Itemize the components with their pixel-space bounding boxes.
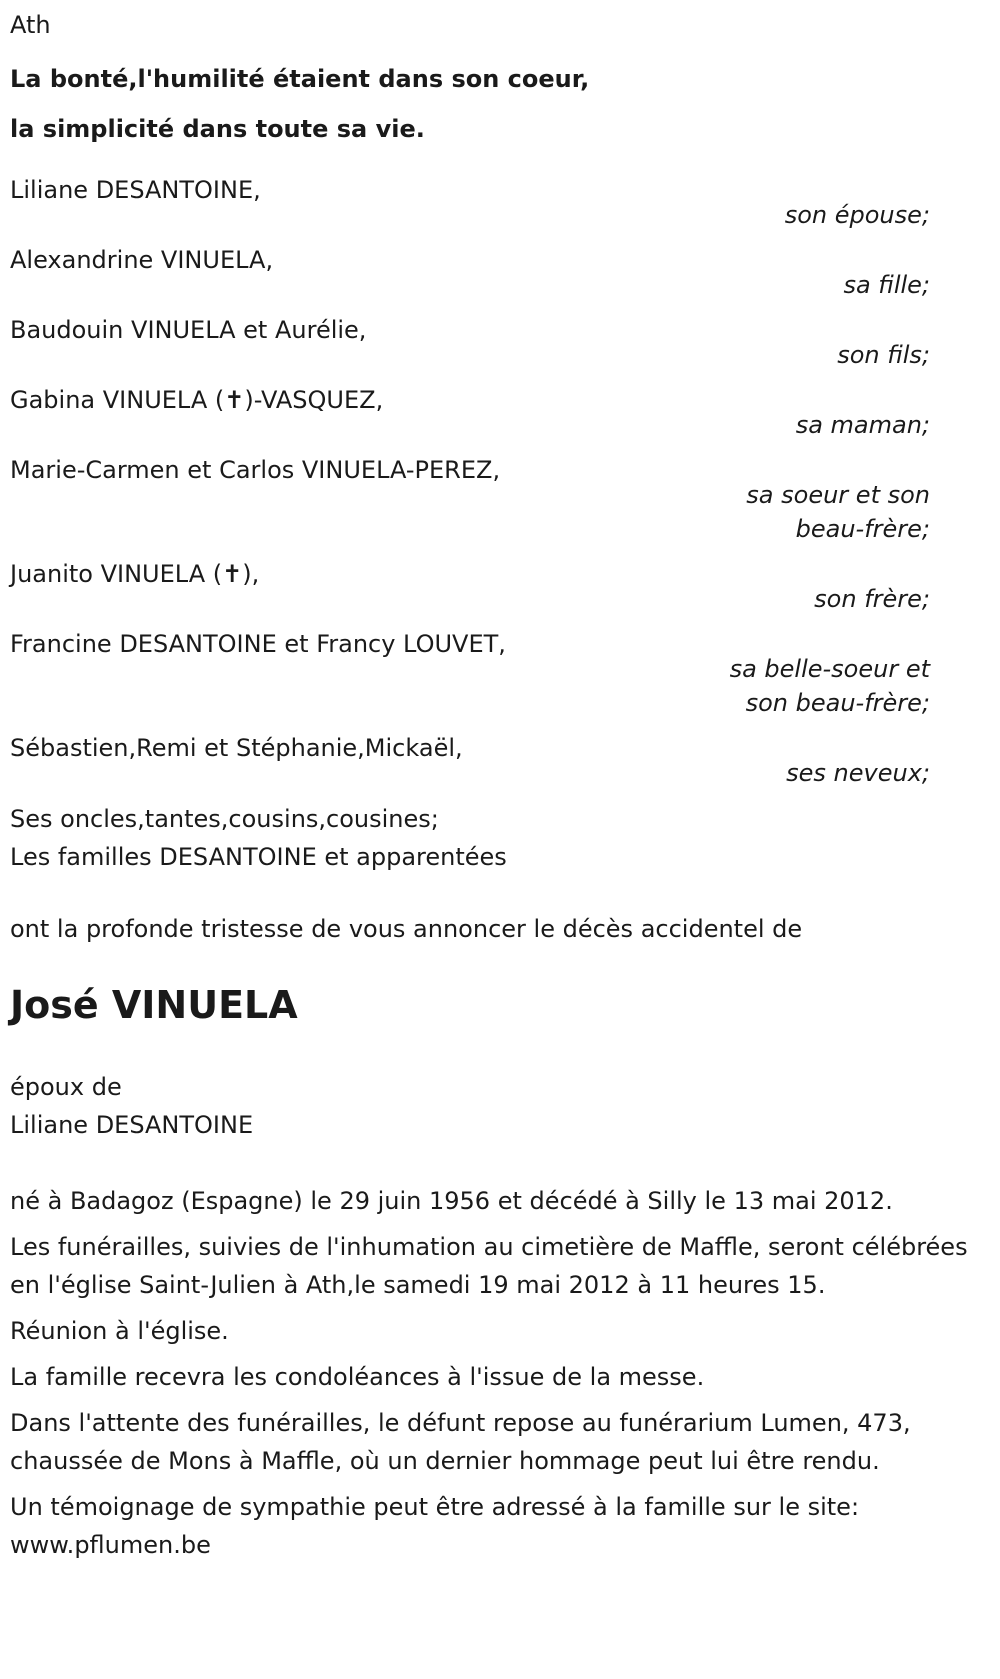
- rest-info: Dans l'attente des funérailles, le défunt repose au funérarium Lumen, 473, chaussée de Mons à Maffle, où un dernier hommage peut lui être rendu.: [10, 1409, 911, 1475]
- mourner-name: Marie-Carmen et Carlos VINUELA-PEREZ,: [10, 456, 501, 484]
- extended-family: [10, 800, 1000, 876]
- website-link[interactable]: www.pflumen.be: [10, 1531, 211, 1559]
- extended-family-line-2: Les familles DESANTOINE et apparentées: [10, 843, 507, 871]
- mourner-relation: ses neveux;: [786, 759, 930, 787]
- mourner-relation: son épouse;: [784, 201, 930, 229]
- mourner-relation: son frère;: [814, 585, 930, 613]
- mourner-relation: sa maman;: [795, 411, 930, 439]
- announcement: ont la profonde tristesse de vous annoncer le décès accidentel de: [10, 915, 803, 943]
- meeting-info: Réunion à l'église.: [10, 1317, 229, 1345]
- mourner-relation: son beau-frère;: [745, 689, 930, 717]
- spouse-name: Liliane DESANTOINE: [10, 1111, 254, 1139]
- mourner-row: [10, 242, 930, 304]
- mourner-name: Sébastien,Remi et Stéphanie,Mickaël,: [10, 734, 463, 762]
- birth-death-info: né à Badagoz (Espagne) le 29 juin 1956 et décédé à Silly le 13 mai 2012.: [10, 1187, 893, 1215]
- mourner-name: Liliane DESANTOINE,: [10, 176, 261, 204]
- funeral-details: [10, 1182, 990, 1564]
- mourner-row: [10, 452, 930, 548]
- mourner-relation: son fils;: [837, 341, 930, 369]
- mourner-row: [10, 312, 930, 374]
- condolences-info: La famille recevra les condoléances à l'issue de la messe.: [10, 1363, 705, 1391]
- mourner-name: Juanito VINUELA (✝),: [10, 560, 260, 588]
- funeral-info: Les funérailles, suivies de l'inhumation au cimetière de Maffle, seront célébrées en l'église Saint-Julien à Ath,le samedi 19 mai 2012 à 11 heures 15.: [10, 1233, 968, 1299]
- spouse-label: époux de: [10, 1073, 122, 1101]
- town-name: Ath: [10, 11, 51, 39]
- mourner-row: [10, 172, 930, 234]
- sympathy-text: Un témoignage de sympathie peut être adressé à la famille sur le site:: [10, 1493, 860, 1521]
- mourner-row: [10, 626, 930, 722]
- sympathy-info: [10, 1488, 990, 1564]
- mourner-name: Alexandrine VINUELA,: [10, 246, 274, 274]
- mourner-name: Baudouin VINUELA et Aurélie,: [10, 316, 367, 344]
- mourner-relation: sa belle-soeur et: [729, 655, 930, 683]
- mourner-name: Francine DESANTOINE et Francy LOUVET,: [10, 630, 506, 658]
- mourners-list: [10, 172, 930, 792]
- spouse-info: [10, 1068, 1000, 1144]
- mourner-row: [10, 730, 930, 792]
- mourner-relation: sa fille;: [843, 271, 930, 299]
- mourner-row: [10, 382, 930, 444]
- mourner-relation: sa soeur et son: [746, 481, 930, 509]
- motto-line-2: la simplicité dans toute sa vie.: [10, 115, 425, 143]
- mourner-row: [10, 556, 930, 618]
- motto-line-1: La bonté,l'humilité étaient dans son coeur,: [10, 65, 590, 93]
- deceased-name: José VINUELA: [10, 983, 298, 1027]
- motto: [10, 54, 1000, 154]
- extended-family-line-1: Ses oncles,tantes,cousins,cousines;: [10, 805, 439, 833]
- mourner-relation: beau-frère;: [795, 515, 930, 543]
- mourner-name: Gabina VINUELA (✝)-VASQUEZ,: [10, 386, 384, 414]
